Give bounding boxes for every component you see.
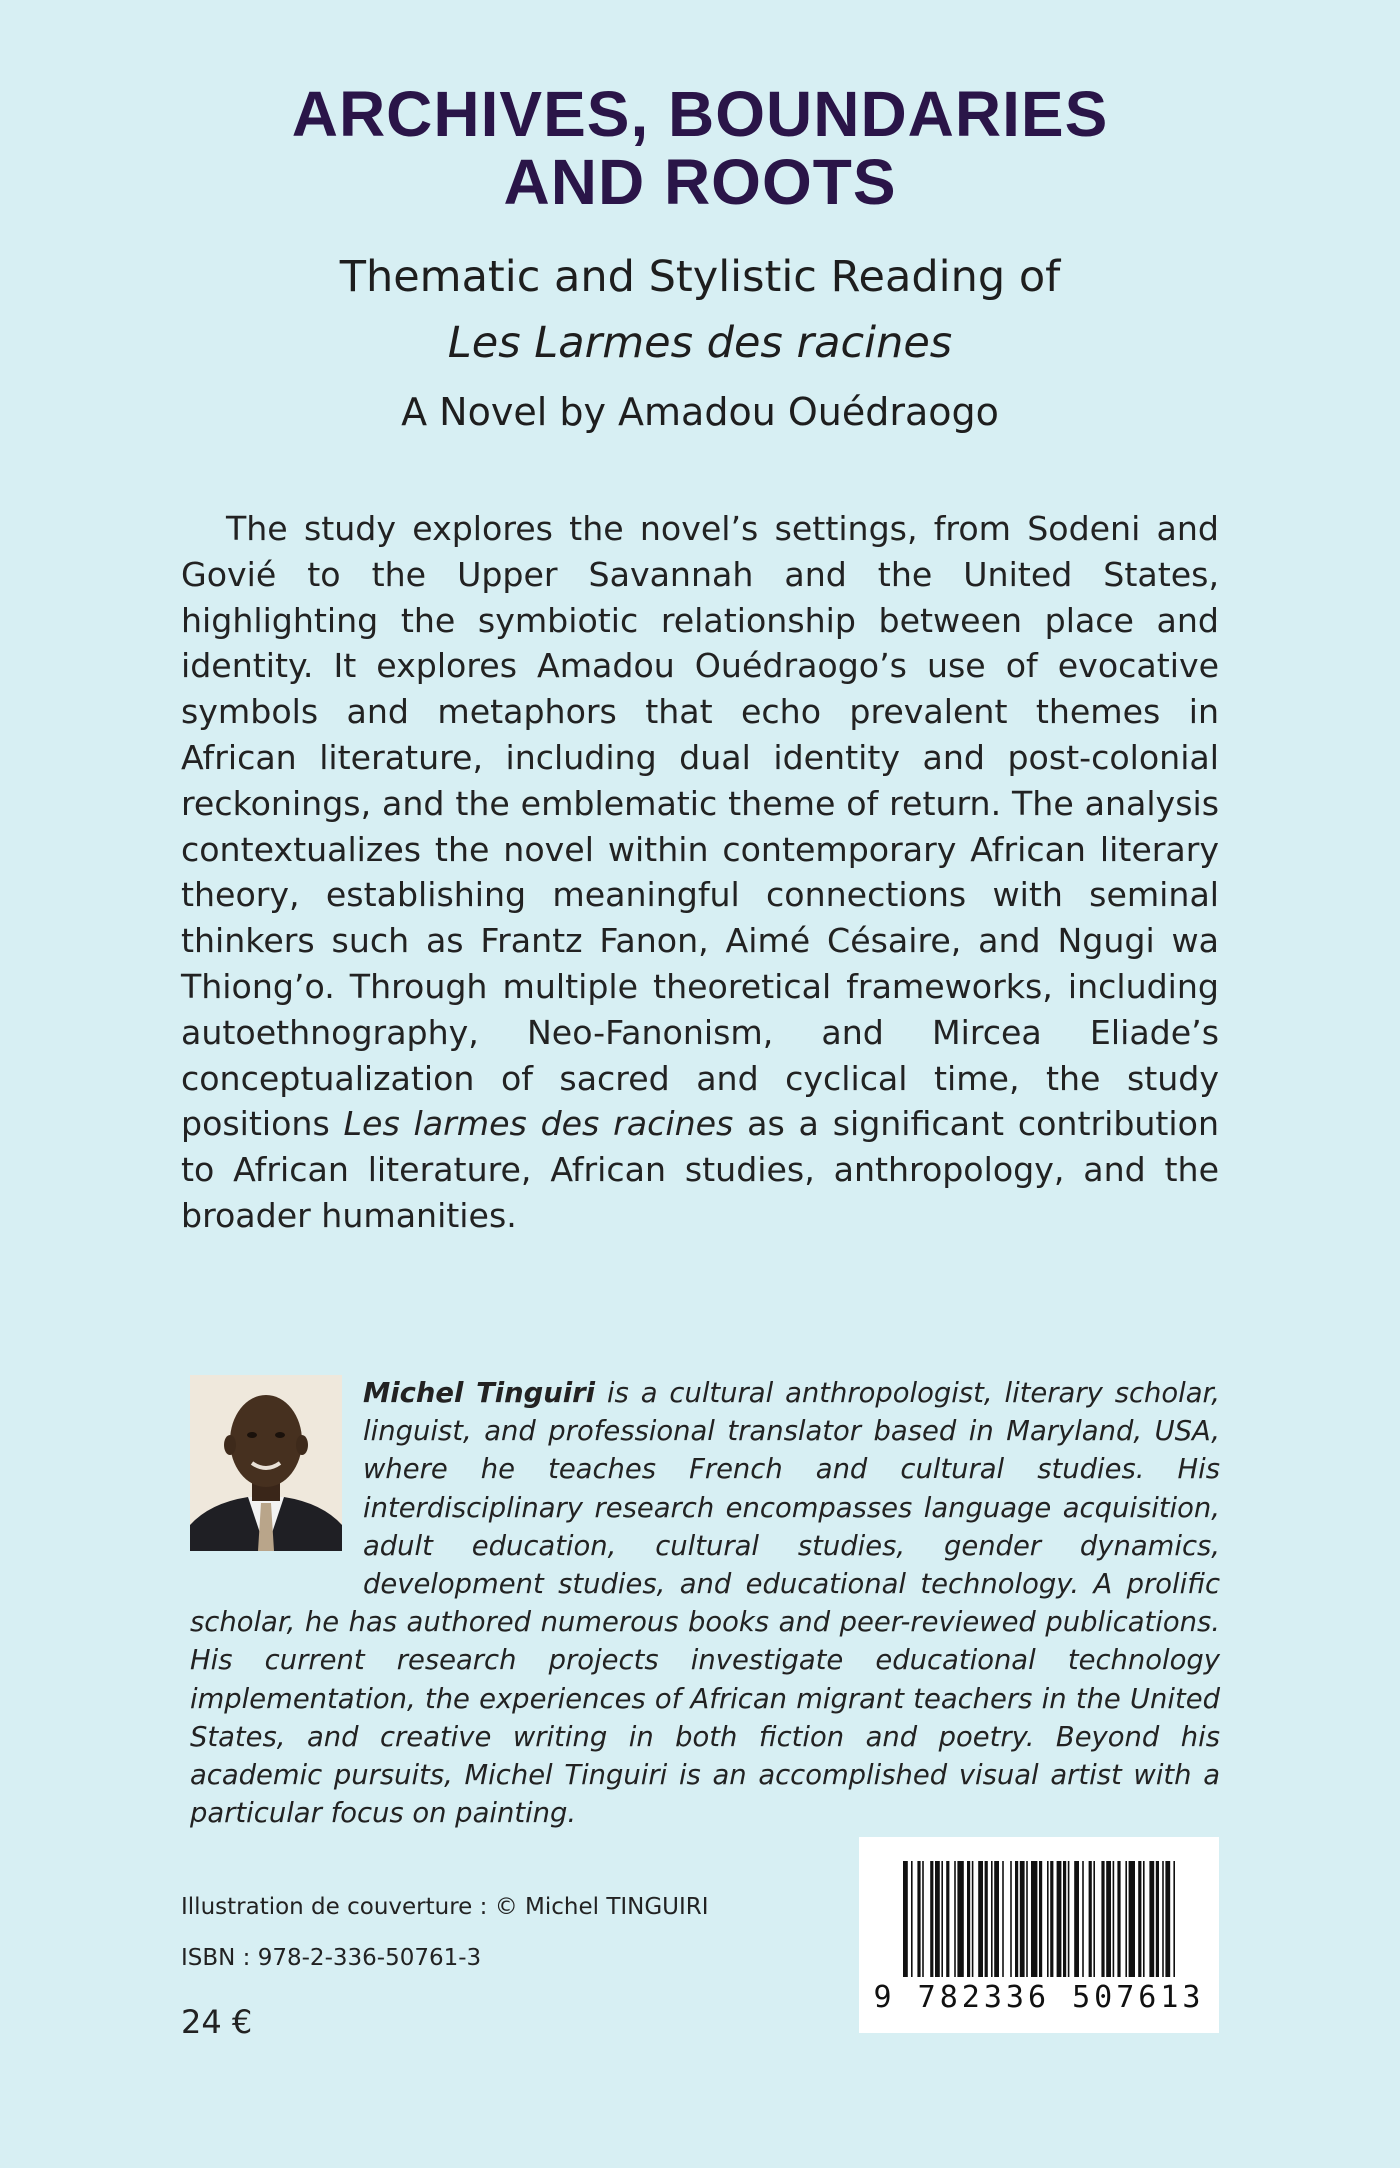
synopsis-text-1: The study explores the novel’s settings, from Sodeni and Govié to the Upper Savannah and the United States, highlighting the symbiotic relationship between place and identity. It explores Amadou Ouédraogo’s use of evocative symbols and metaphors that echo prevalent themes in African literature, including dual identity and post-colonial reckonings, and the emblematic theme of return. The analysis contextualizes the novel within contemporary African literary theory, establishing meaningful connections with seminal thinkers such as Frantz Fanon, Aimé Césaire, and Ngugi wa Thiong’o. Through multiple theoretical frameworks, including autoethnography, Neo-Fanonism, and Mircea Eliade’s conceptualization of sacred and cyclical time, the study positions	[181, 509, 1219, 1144]
subtitle-line-1: Thematic and Stylistic Reading of	[339, 252, 1061, 302]
book-title	[0, 80, 1400, 216]
barcode-bar	[1082, 1861, 1084, 1977]
barcode-bar	[1125, 1861, 1127, 1977]
barcode-digits: 9 782336 507613	[873, 1980, 1205, 2015]
author-bio-text: is a cultural anthropologist, literary scholar, linguist, and professional translator based in Maryland, USA, where he teaches French and cultural studies. His interdisciplinary research encompasses language acquisition, adult education, cultural studies, gender dynamics, development studies, and educational technology. A prolific scholar, he has authored numerous books and peer-reviewed publications. His current research projects investigate educational technology implementation, the experiences of African migrant teachers in the United States, and creative writing in both fiction and poetry. Beyond his academic pursuits, Michel Tinguiri is an accomplished visual artist with a particular focus on painting.	[190, 1378, 1220, 1830]
barcode-bar	[1162, 1861, 1164, 1977]
barcode-bar	[954, 1861, 956, 1977]
barcode-bar	[1074, 1861, 1079, 1977]
barcode-bar	[1020, 1861, 1025, 1977]
title-line-2: AND ROOTS	[503, 146, 897, 218]
barcode-bar	[957, 1861, 963, 1977]
barcode-bar	[922, 1861, 924, 1977]
barcode-bar	[1089, 1861, 1092, 1977]
barcode-bar	[1010, 1861, 1012, 1977]
barcode-bar	[1106, 1861, 1111, 1977]
barcode-bar	[930, 1861, 933, 1977]
isbn: ISBN : 978-2-336-50761-3	[181, 1945, 482, 1971]
barcode-bar	[1039, 1861, 1042, 1977]
barcode-bar	[1173, 1861, 1175, 1977]
barcode-bar	[1156, 1861, 1159, 1977]
barcode-bar	[1138, 1861, 1141, 1977]
synopsis-text-2: as a significant contribution to African literature, African studies, anthropology, and the broader humanities.	[181, 1104, 1219, 1235]
barcode-bar	[941, 1861, 943, 1977]
barcode-bar	[972, 1861, 974, 1977]
barcode-bar	[1026, 1861, 1028, 1977]
barcode-bar	[994, 1861, 999, 1977]
synopsis	[181, 506, 1219, 1239]
barcode-bar	[1057, 1861, 1062, 1977]
illustration-credit: Illustration de couverture : © Michel TINGUIRI	[181, 1894, 709, 1920]
author-name: Michel Tinguiri	[363, 1378, 596, 1409]
barcode-bar	[917, 1861, 920, 1977]
synopsis-book-title: Les larmes des racines	[343, 1104, 734, 1144]
barcode-bar	[1068, 1861, 1070, 1977]
barcode-bar	[1047, 1861, 1049, 1977]
subtitle-line-2: Les Larmes des racines	[447, 318, 953, 368]
barcode-bar	[1101, 1861, 1104, 1977]
barcode-bar	[1002, 1861, 1004, 1977]
barcode-bar	[1143, 1861, 1145, 1977]
barcode-bar	[1117, 1861, 1120, 1977]
barcode	[859, 1837, 1219, 2033]
barcode-bar	[1129, 1861, 1135, 1977]
barcode-bar	[1165, 1861, 1170, 1977]
barcode-bar	[991, 1861, 993, 1977]
barcode-bar	[1149, 1861, 1154, 1977]
barcode-bar	[1063, 1861, 1066, 1977]
barcode-bar	[978, 1861, 983, 1977]
barcode-bar	[1093, 1861, 1095, 1977]
barcode-bar	[903, 1861, 908, 1977]
barcode-bar	[1031, 1861, 1037, 1977]
price: 24 €	[181, 2003, 253, 2041]
barcode-bar	[911, 1861, 913, 1977]
subtitle-line-3: A Novel by Amadou Ouédraogo	[401, 390, 999, 434]
title-line-1: ARCHIVES, BOUNDARIES	[291, 78, 1109, 150]
author-bio	[190, 1375, 1220, 1833]
barcode-bar	[985, 1861, 988, 1977]
barcode-bar	[1113, 1861, 1115, 1977]
barcode-bar	[1015, 1861, 1018, 1977]
barcode-bar	[935, 1861, 940, 1977]
barcode-bar	[967, 1861, 970, 1977]
barcode-bars	[903, 1861, 1175, 1977]
barcode-bar	[946, 1861, 949, 1977]
barcode-bar	[1050, 1861, 1053, 1977]
